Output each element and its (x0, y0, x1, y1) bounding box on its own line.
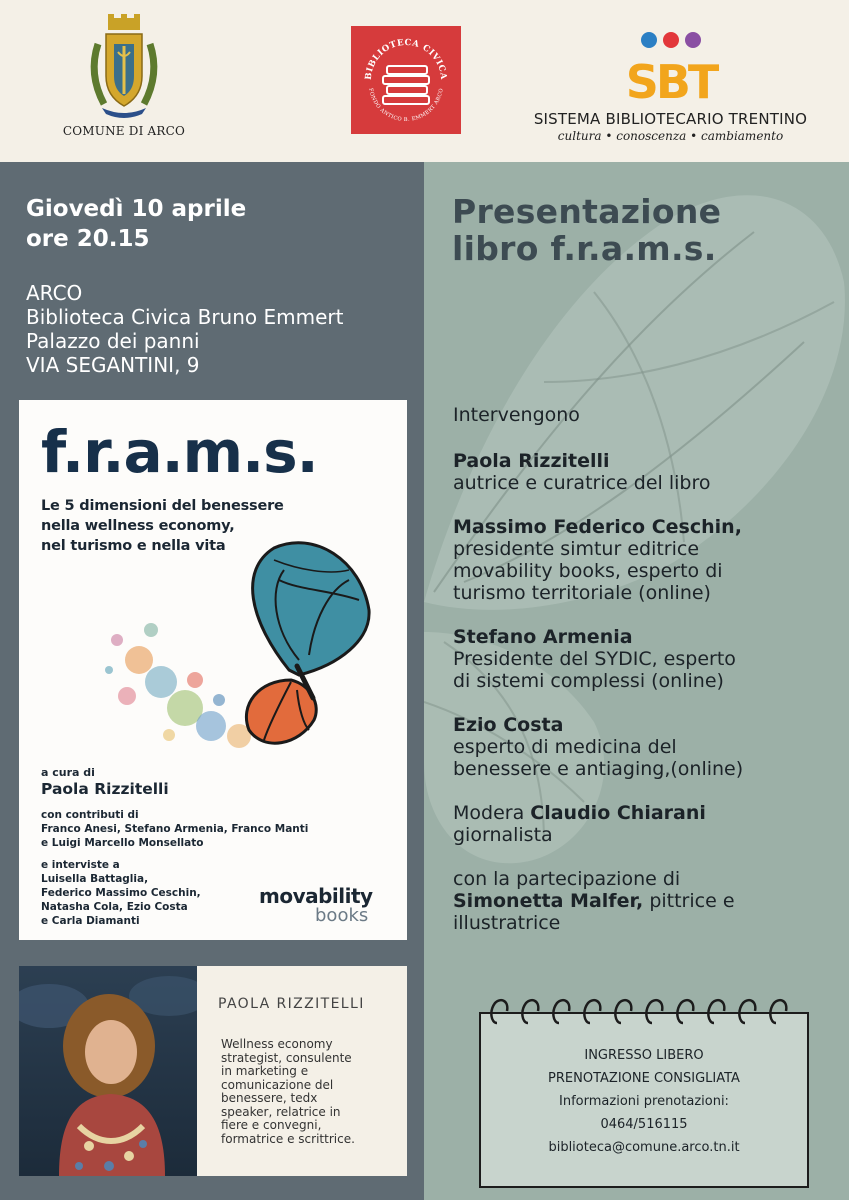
bio-text (221, 1038, 397, 1146)
event-date (26, 194, 246, 254)
portrait-icon (19, 966, 197, 1176)
book-interviews-line: Natasha Cola, Ezio Costa (41, 901, 188, 913)
event-venue (26, 281, 343, 377)
partecip-label: con la partecipazione di (453, 868, 681, 890)
book-interviews-line: e Carla Diamanti (41, 915, 140, 927)
bio-line: comunicazione del (221, 1077, 334, 1092)
speaker-desc: Presidente del SYDIC, esperto (453, 648, 736, 670)
book-contrib-line: Franco Anesi, Stefano Armenia, Franco Manti (41, 823, 309, 835)
moderator-role: giornalista (453, 824, 553, 846)
speaker-name: Stefano Armenia (453, 626, 633, 648)
speakers-section (453, 404, 828, 934)
moderator-name: Claudio Chiarani (530, 802, 706, 824)
venue-library: Biblioteca Civica Bruno Emmert (26, 305, 344, 329)
partecip-role-a: pittrice e (649, 890, 735, 912)
bio-line: strategist, consulente (221, 1050, 352, 1065)
book-cover (19, 400, 407, 940)
bio-line: benessere, tedx (221, 1091, 318, 1105)
speaker-desc: movability books, esperto di (453, 560, 723, 582)
book-author: Paola Rizzitelli (41, 780, 169, 798)
book-subtitle-line: Le 5 dimensioni del benessere (41, 498, 284, 514)
venue-building: Palazzo dei panni (26, 329, 200, 353)
presentation-title-line: Presentazione (452, 192, 722, 231)
sbt-tagline: cultura • conoscenza • cambiamento (557, 129, 784, 143)
venue-city: ARCO (26, 281, 83, 305)
notebook-spiral-icon (487, 993, 801, 1029)
book-title: f.r.a.m.s. (41, 418, 318, 486)
speaker-desc: esperto di medicina del (453, 736, 677, 758)
notice-info-label: Informazioni prenotazioni: (559, 1094, 729, 1109)
notice-text (479, 1044, 809, 1159)
book-curated-label: a cura di (41, 766, 95, 779)
biblioteca-logo-top-text: BIBLIOTECA CIVICA (363, 37, 449, 81)
book-interviews-line: Luisella Battaglia, (41, 873, 149, 885)
comune-di-arco-label: COMUNE DI ARCO (62, 124, 186, 138)
coat-of-arms-icon (84, 14, 164, 122)
sbt-mark-icon (611, 28, 731, 102)
speaker-desc: autrice e curatrice del libro (453, 472, 711, 494)
notice-free-entry: INGRESSO LIBERO (584, 1048, 704, 1063)
speaker-desc: benessere e antiaging,(online) (453, 758, 744, 780)
speaker-paola-rizzitelli (453, 450, 828, 494)
sbt-mark-text: SBT (625, 55, 716, 102)
svg-text:FONDO ANTICO B. EMMERT ARCO (367, 88, 445, 123)
bio-line: Wellness economy (221, 1037, 333, 1051)
speaker-name: Massimo Federico Ceschin, (453, 516, 742, 538)
book-interviews (41, 858, 201, 928)
book-publisher-sub: books (315, 905, 369, 926)
sbt-title: SISTEMA BIBLIOTECARIO TRENTINO (533, 110, 808, 128)
header (0, 0, 849, 162)
partecipation (453, 868, 828, 934)
books-stack-icon (351, 26, 461, 134)
speaker-desc: di sistemi complessi (online) (453, 670, 724, 692)
bio-name: PAOLA RIZZITELLI (218, 996, 365, 1012)
speakers-intro: Intervengono (453, 404, 580, 426)
author-photo (19, 966, 197, 1176)
bio-line: in marketing e (221, 1064, 309, 1078)
notice-email: biblioteca@comune.arco.tn.it (548, 1140, 740, 1155)
book-subtitle-line: nella wellness economy, (41, 518, 235, 534)
speaker-desc: turismo territoriale (online) (453, 582, 711, 604)
partecip-role-b: illustratrice (453, 912, 561, 934)
book-contributors (41, 808, 308, 850)
butterfly-illustration-icon (99, 530, 399, 770)
speaker-massimo-federico-ceschin (453, 516, 828, 604)
partecip-line (453, 890, 828, 912)
moderator (453, 802, 828, 846)
bio-line: formatrice e scrittrice. (221, 1131, 355, 1146)
book-contrib-label: con contributi di (41, 809, 139, 821)
speaker-stefano-armenia (453, 626, 828, 692)
book-interviews-label: e interviste a (41, 859, 120, 871)
bio-line: speaker, relatrice in (221, 1104, 341, 1119)
biblioteca-civica-logo (351, 26, 461, 134)
presentation-title-line: libro f.r.a.m.s. (452, 229, 717, 268)
svg-text:SBT (625, 55, 719, 102)
speaker-desc: presidente simtur editrice (453, 538, 700, 560)
book-contrib-line: e Luigi Marcello Monsellato (41, 837, 204, 849)
book-interviews-line: Federico Massimo Ceschin, (41, 887, 201, 899)
moderator-line (453, 802, 828, 824)
presentation-title (452, 193, 721, 267)
speaker-name: Ezio Costa (453, 714, 564, 736)
bio-line: fiere e convegni, (221, 1118, 322, 1132)
partecip-name: Simonetta Malfer, (453, 890, 644, 912)
event-date-time: ore 20.15 (26, 226, 150, 252)
sbt-logo (528, 28, 813, 143)
event-date-day: Giovedì 10 aprile (26, 196, 247, 222)
notice-booking: PRENOTAZIONE CONSIGLIATA (548, 1071, 740, 1086)
author-bio-card (19, 966, 407, 1176)
moderator-label: Modera (453, 802, 525, 824)
comune-di-arco-logo (62, 14, 186, 144)
book-publisher: movability (259, 884, 373, 908)
book-subtitle-line: nel turismo e nella vita (41, 538, 226, 554)
speaker-ezio-costa (453, 714, 828, 780)
venue-address: VIA SEGANTINI, 9 (26, 353, 200, 377)
biblioteca-logo-bottom-text: FONDO ANTICO B. EMMERT ARCO (367, 87, 445, 124)
speaker-name: Paola Rizzitelli (453, 450, 610, 472)
notice-phone: 0464/516115 (600, 1117, 688, 1132)
